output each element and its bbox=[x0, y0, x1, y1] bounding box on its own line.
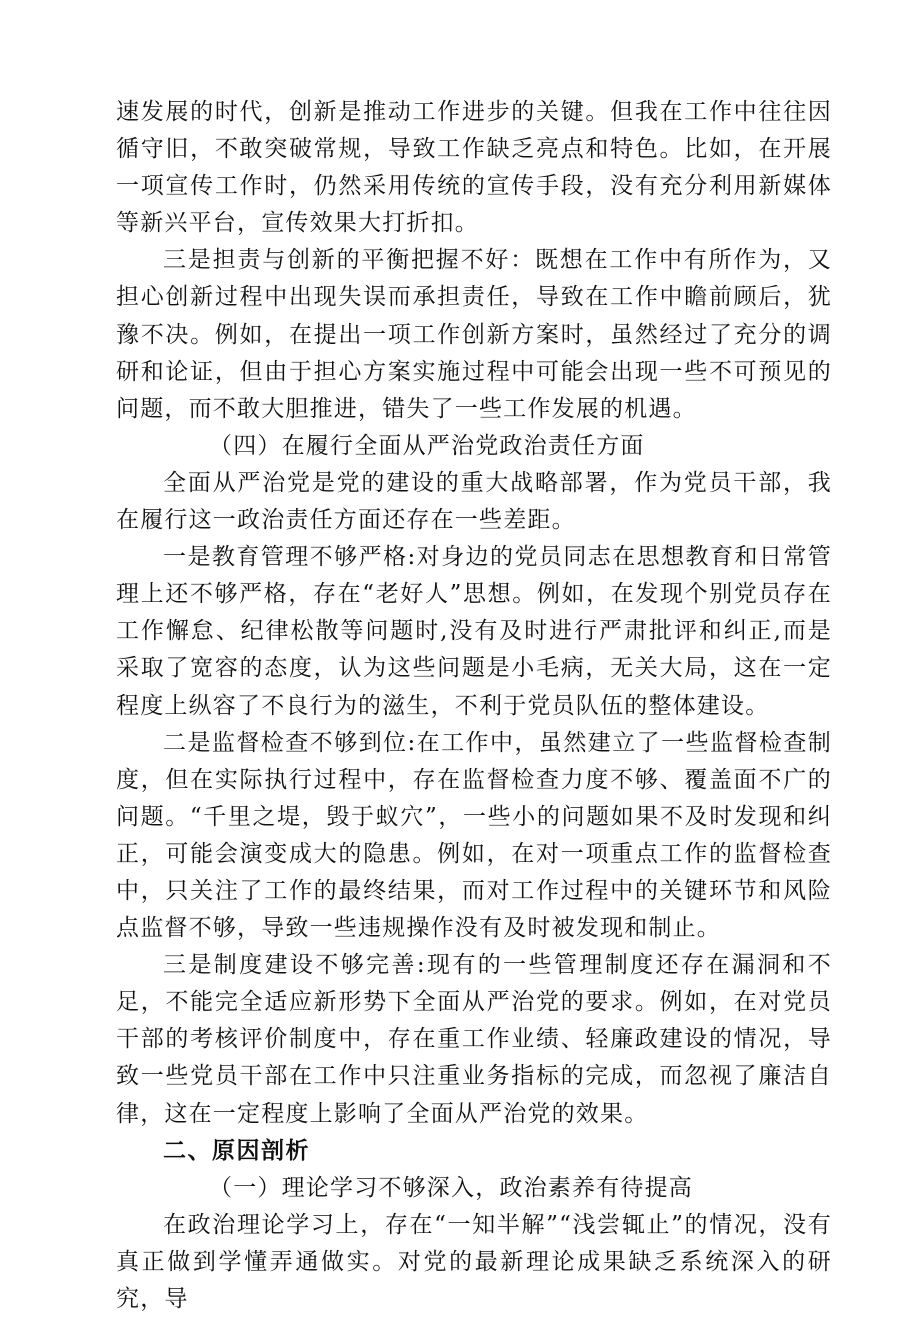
paragraph-theory-study: 在政治理论学习上，存在“一知半解”“浅尝辄止”的情况，没有真正做到学懂弄通做实。对党的最新理论成果缺乏系统深入的研究，导 bbox=[116, 1211, 832, 1312]
paragraph-supervision-inspection: 二是监督检查不够到位:在工作中，虽然建立了一些监督检查制度，但在实际执行过程中，存在监督检查力度不够、覆盖面不广的问题。“千里之堤，毁于蚁穴”，一些小的问题如果不及时发现和纠正，可能会演变成大的隐患。例如，在对一项重点工作的监督检查中，只关注了工作的最终结果，而对工作过程中的关键环节和风险点监督不够，导致一些违规操作没有及时被发现和制止。 bbox=[116, 729, 832, 942]
paragraph-responsibility-innovation-balance: 三是担责与创新的平衡把握不好：既想在工作中有所作为，又担心创新过程中出现失误而承担责任，导致在工作中瞻前顾后，犹豫不决。例如，在提出一项工作创新方案时，虽然经过了充分的调研和论证，但由于担心方案实施过程中可能会出现一些不可预见的问题，而不敢大胆推进，错失了一些工作发展的机遇。 bbox=[116, 247, 832, 422]
subheading-theory-study: （一）理论学习不够深入，政治素养有待提高 bbox=[209, 1174, 693, 1201]
document-body bbox=[116, 94, 832, 1318]
paragraph-education-management: 一是教育管理不够严格:对身边的党员同志在思想教育和日常管理上还不够严格，存在“老好人”思想。例如，在发现个别党员存在工作懈怠、纪律松散等问题时,没有及时进行严肃批评和纠正,而是采取了宽容的态度，认为这些问题是小毛病，无关大局，这在一定程度上纵容了不良行为的滋生，不利于党员队伍的整体建设。 bbox=[116, 544, 832, 719]
section-heading-cause-analysis: 二、原因剖析 bbox=[163, 1137, 310, 1164]
paragraph-system-construction: 三是制度建设不够完善:现有的一些管理制度还存在漏洞和不足，不能完全适应新形势下全面从严治党的要求。例如，在对党员干部的考核评价制度中，存在重工作业绩、轻廉政建设的情况，导致一些党员干部在工作中只注重业务指标的完成，而忽视了廉洁自律，这在一定程度上影响了全面从严治党的效果。 bbox=[116, 952, 832, 1127]
paragraph-innovation-continuation: 速发展的时代，创新是推动工作进步的关键。但我在工作中往往因循守旧，不敢突破常规，导致工作缺乏亮点和特色。比如，在开展一项宣传工作时，仍然采用传统的宣传手段，没有充分利用新媒体等新兴平台，宣传效果大打折扣。 bbox=[116, 99, 832, 237]
paragraph-party-discipline-intro: 全面从严治党是党的建设的重大战略部署，作为党员干部，我在履行这一政治责任方面还存在一些差距。 bbox=[116, 469, 832, 534]
subheading-party-discipline: （四）在履行全面从严治党政治责任方面 bbox=[209, 432, 645, 459]
